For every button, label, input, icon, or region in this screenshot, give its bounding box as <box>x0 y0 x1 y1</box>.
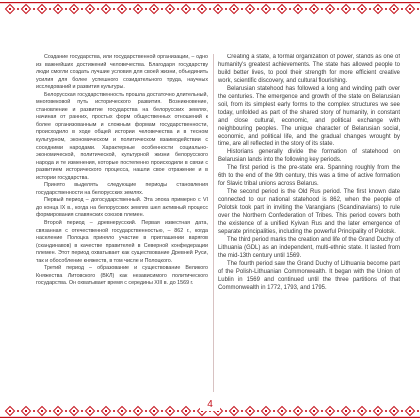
en-paragraph: Historians generally divide the formation of statehood on Belarusian lands into the following key periods. <box>218 149 400 164</box>
ornament-stitch <box>17 410 19 412</box>
ornament-stitch <box>161 410 163 412</box>
ornament-stitch <box>369 410 371 412</box>
ornament-stitch <box>65 8 67 10</box>
ornament-stitch <box>225 410 227 412</box>
ornament-stitch <box>353 8 355 10</box>
ornament-stitch <box>33 410 35 412</box>
ornament-dot <box>265 410 267 412</box>
ornament-stitch <box>417 410 419 412</box>
ornament-dot <box>137 8 139 10</box>
ornament-stitch <box>257 410 259 412</box>
ornament-dot <box>9 410 11 412</box>
ornament-dot <box>73 8 75 10</box>
ornament-dot <box>201 8 203 10</box>
ornament-dot <box>393 410 395 412</box>
left-text-column <box>36 54 208 392</box>
ornament-stitch <box>81 8 83 10</box>
ornament-dot <box>25 410 27 412</box>
ornament-dot <box>121 8 123 10</box>
ornament-dot <box>105 410 107 412</box>
ornament-stitch <box>113 8 115 10</box>
ornament-dot <box>57 410 59 412</box>
column-divider <box>213 54 214 392</box>
ornament-stitch <box>417 8 419 10</box>
ru-paragraph: Второй период – древнерусский. Первая известная дата, связанная с отечественной государственностью, – 862 г., когда население Полоцка приняло участие в приглашении варягов (скандинавов) в качестве правителей в Северной конфедерации племен. Этот период охватывает как существование Древней Руси, так и обособление княжеств, в том числе и Полоцкого. <box>36 220 208 264</box>
ornament-stitch <box>337 8 339 10</box>
ornament-dot <box>361 410 363 412</box>
ornament-stitch <box>65 410 67 412</box>
ornament-stitch <box>209 8 211 10</box>
ornament-stitch <box>273 8 275 10</box>
ru-paragraph: Принято выделять следующие периоды становления государственности на белорусских землях. <box>36 182 208 196</box>
ornament-stitch <box>321 8 323 10</box>
ornament-dot <box>89 8 91 10</box>
ornament-dot <box>105 8 107 10</box>
ornament-dot <box>169 8 171 10</box>
ornament-dot <box>217 8 219 10</box>
ornament-dot <box>313 8 315 10</box>
ornament-stitch <box>97 410 99 412</box>
ornament-stitch <box>289 8 291 10</box>
ornament-stitch <box>49 8 51 10</box>
ornament-dot <box>41 410 43 412</box>
ornament-stitch <box>353 410 355 412</box>
ornament-stitch <box>33 8 35 10</box>
en-paragraph: The second period is the Old Rus period. The first known date connected to our national statehood is 862, when the people of Polotsk took part in inviting the Varangians (Scandinavians) to rule over the Northern Confederation of Tribes. This period covers both the existence of a unified Kyivan Rus and the later emergence of separate principalities, including the powerful Principality of Polotsk. <box>218 189 400 235</box>
en-paragraph: The first period is the pre-state era. Spanning roughly from the 6th to the end of the 9th century, this was a time of active formation for Slavic tribal unions across Belarus. <box>218 165 400 188</box>
ornament-dot <box>345 8 347 10</box>
ornament-dot <box>377 410 379 412</box>
ornament-stitch <box>129 8 131 10</box>
ornament-dot <box>73 410 75 412</box>
ornament-dot <box>137 410 139 412</box>
ornament-stitch <box>257 8 259 10</box>
en-paragraph: Belarusian statehood has followed a long and winding path over the centuries. The emergence and growth of the state on Belarusian soil, from its simplest early forms to the complex structures we see today, unfolded as part of the shared story of humanity, in constant and close cultural, economic, and political exchange with neighbouring peoples. The unique character of Belarusian social, economic, and political life, and the gradual changes wrought by time, are all reflected in the story of its state. <box>218 85 400 148</box>
en-paragraph: The fourth period saw the Grand Duchy of Lithuania become part of the Polish-Lithuanian Commonwealth. It began with the Union of Lublin in 1569 and continued until the three partitions of that Commonwealth in 1772, 1793, and 1795. <box>218 260 400 291</box>
ornament-dot <box>185 8 187 10</box>
ornament-dot <box>89 410 91 412</box>
ornament-stitch <box>145 410 147 412</box>
ornament-dot <box>57 8 59 10</box>
ornament-dot <box>297 8 299 10</box>
ornament-stitch <box>241 410 243 412</box>
ornament-dot <box>409 8 411 10</box>
ru-paragraph: Создание государства, или государственной организации, – одно из важнейших достижений человечества. Благодаря государству люди смогли создать лучшие условия для своей жизни, объединить усилия для более успешного созидательного труда, научных исследований и развития культуры. <box>36 54 208 91</box>
ornament-stitch <box>321 410 323 412</box>
ornament-dot <box>329 410 331 412</box>
ornament-pattern <box>0 2 420 14</box>
ornament-dot <box>361 8 363 10</box>
ornament-stitch <box>49 410 51 412</box>
ornament-stitch <box>113 410 115 412</box>
ornament-stitch <box>177 410 179 412</box>
right-text-column <box>218 54 400 392</box>
ornament-stitch <box>161 8 163 10</box>
ornament-line <box>0 2 420 3</box>
ornament-dot <box>345 410 347 412</box>
ornament-stitch <box>193 410 195 412</box>
ornament-dot <box>249 8 251 10</box>
ornament-dot <box>153 8 155 10</box>
ornament-dot <box>409 410 411 412</box>
ornament-dot <box>9 8 11 10</box>
ornament-stitch <box>401 410 403 412</box>
ornament-dot <box>233 8 235 10</box>
ornament-dot <box>233 410 235 412</box>
ornament-stitch <box>385 410 387 412</box>
ornament-dot <box>313 410 315 412</box>
ornament-stitch <box>225 8 227 10</box>
en-paragraph: The third period marks the creation and life of the Grand Duchy of Lithuania (GDL) as an independent, multi-ethnic state. It lasted from the mid-13th century until 1569. <box>218 236 400 259</box>
ornament-dot <box>393 8 395 10</box>
ornament-stitch <box>145 8 147 10</box>
ornament-dot <box>25 8 27 10</box>
ornament-stitch <box>337 410 339 412</box>
ru-paragraph: Первый период – догосударственный. Эта эпоха примерно с VI до конца IX в., когда на белорусских землях шел активный процесс формирования славянских союзов племен. <box>36 197 208 219</box>
ornament-dot <box>121 410 123 412</box>
ornament-stitch <box>305 410 307 412</box>
ornament-stitch <box>305 8 307 10</box>
ornament-stitch <box>401 8 403 10</box>
ornament-dot <box>377 8 379 10</box>
ornament-stitch <box>17 8 19 10</box>
ornament-dot <box>41 8 43 10</box>
ornament-dot <box>281 410 283 412</box>
page-number: 4 <box>200 399 220 411</box>
ornament-dot <box>297 410 299 412</box>
ornament-stitch <box>193 8 195 10</box>
ornament-stitch <box>385 8 387 10</box>
top-ornament-border <box>0 0 420 24</box>
ornament-stitch <box>81 410 83 412</box>
ornament-stitch <box>273 410 275 412</box>
ornament-stitch <box>97 8 99 10</box>
ornament-line <box>0 417 420 418</box>
ornament-stitch <box>177 8 179 10</box>
ru-paragraph: Третий период – образование и существование Великого Княжества Литовского (ВКЛ) как независимого политического государства. Он охватывает время с середины XIII в. до 1569 г. <box>36 265 208 287</box>
en-paragraph: Creating a state, a formal organization of power, stands as one of humanity's greatest achievements. The state has allowed people to build better lives, to pool their strength for more efficient creative work, scientific discovery, and cultural flourishing. <box>218 54 400 84</box>
ru-paragraph: Белорусская государственность прошла достаточно длительный, многовековой путь исторического развития. Возникновение, становление и развитие государства на белорусских землях, начиная от ранних, простых форм общественных отношений к более организованным и сложным формам государственности, происходило в ходе общей истории человечества и в тесном культурном, экономическом и политическом взаимодействии с соседними народами. Характерные особенности социально-экономической, политической, культурной жизни белорусского народа и те изменения, которые постепенно происходили в связи с развитием исторического процесса, нашли свое отражение и в истории государства. <box>36 91 208 181</box>
ornament-dot <box>329 8 331 10</box>
ornament-dot <box>169 410 171 412</box>
ornament-dot <box>249 410 251 412</box>
ornament-stitch <box>289 410 291 412</box>
ornament-stitch <box>369 8 371 10</box>
ornament-dot <box>153 410 155 412</box>
ornament-stitch <box>129 410 131 412</box>
ornament-dot <box>265 8 267 10</box>
ornament-stitch <box>241 8 243 10</box>
ornament-dot <box>281 8 283 10</box>
ornament-dot <box>185 410 187 412</box>
